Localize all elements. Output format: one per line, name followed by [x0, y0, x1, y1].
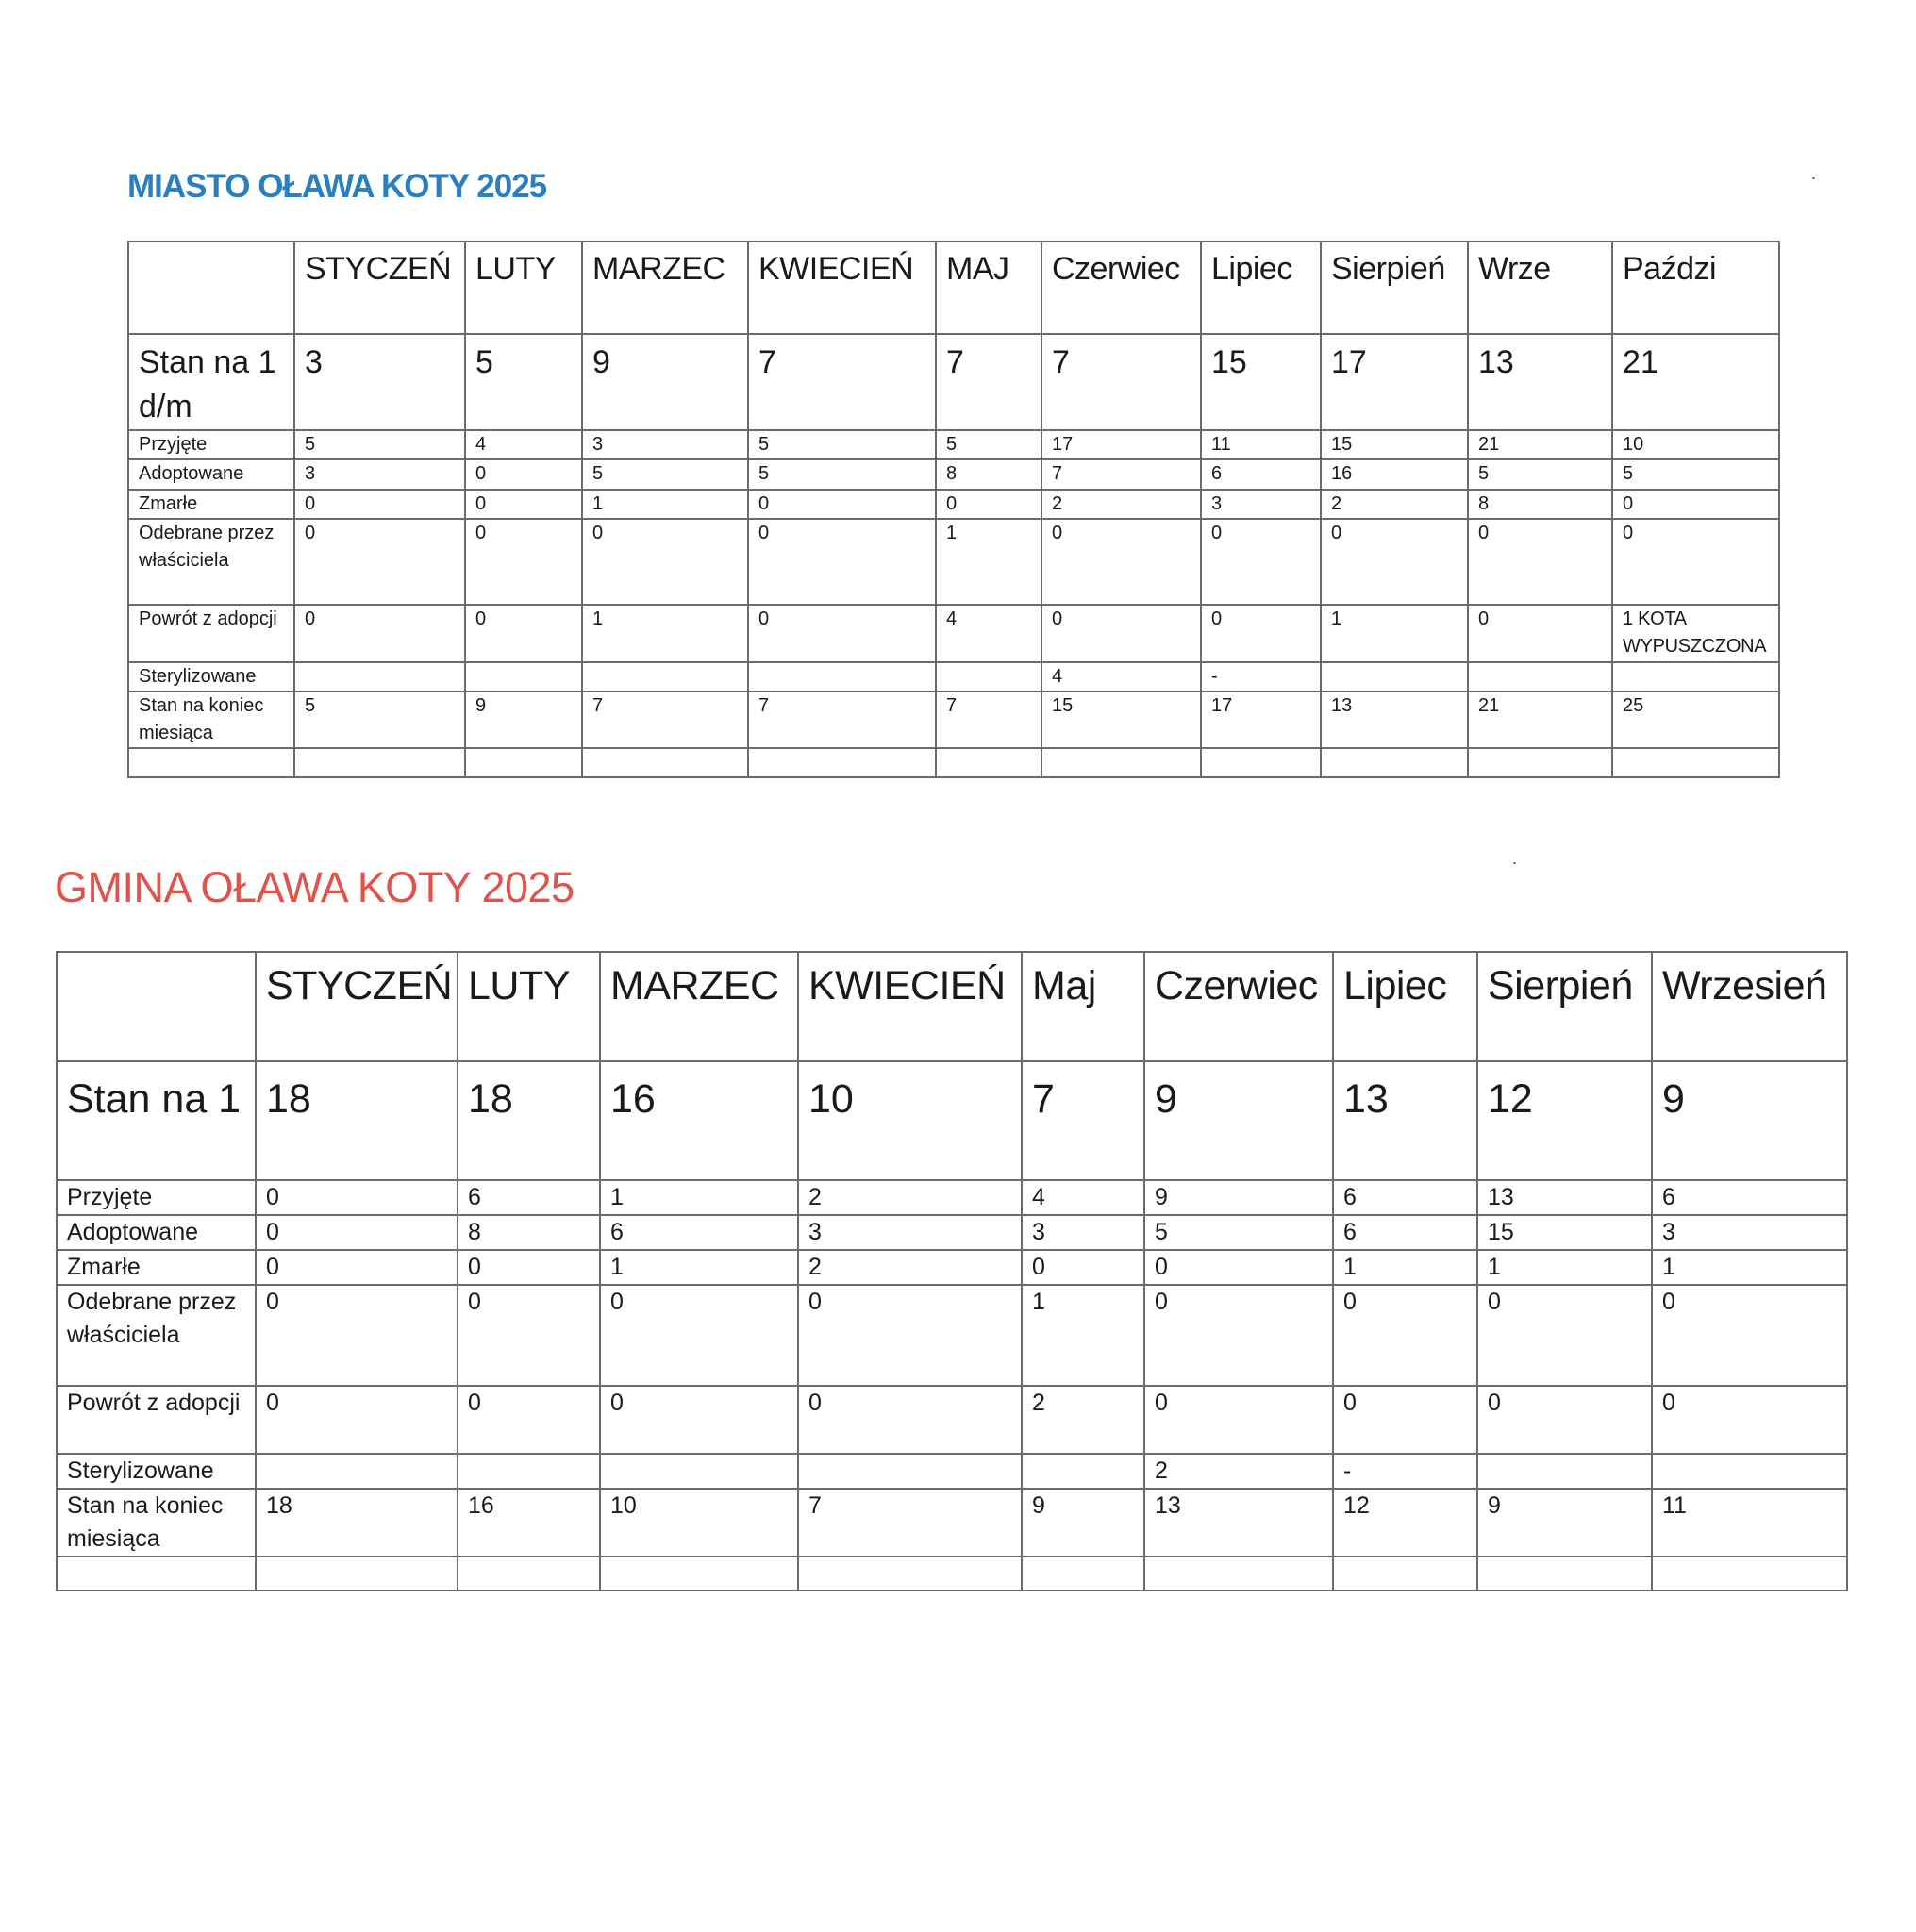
- table-row: [128, 490, 1779, 519]
- month-header: Lipiec: [1201, 242, 1321, 334]
- value-cell: 15: [1201, 334, 1321, 430]
- month-header: KWIECIEŃ: [748, 242, 936, 334]
- value-cell: 2: [1321, 490, 1468, 519]
- table-row: [57, 1215, 1847, 1250]
- value-cell: 1: [936, 519, 1041, 605]
- value-cell: [1468, 662, 1612, 691]
- value-cell: 0: [798, 1285, 1022, 1386]
- value-cell: 9: [582, 334, 748, 430]
- value-cell: 17: [1201, 691, 1321, 748]
- value-cell: 7: [936, 691, 1041, 748]
- value-cell: 15: [1041, 691, 1201, 748]
- value-cell: 9: [1144, 1061, 1333, 1180]
- value-cell: 0: [465, 605, 582, 662]
- month-header: Lipiec: [1333, 952, 1477, 1061]
- month-header: LUTY: [458, 952, 600, 1061]
- value-cell: 13: [1321, 691, 1468, 748]
- value-cell: [582, 662, 748, 691]
- value-cell: [465, 748, 582, 777]
- value-cell: 0: [465, 519, 582, 605]
- value-cell: 8: [936, 459, 1041, 490]
- row-label: Adoptowane: [57, 1215, 256, 1250]
- value-cell: 17: [1041, 430, 1201, 459]
- value-cell: [458, 1454, 600, 1489]
- value-cell: 6: [1201, 459, 1321, 490]
- scan-speck: [1513, 862, 1516, 864]
- value-cell: 0: [465, 490, 582, 519]
- value-cell: [1321, 662, 1468, 691]
- value-cell: 6: [1333, 1215, 1477, 1250]
- value-cell: 8: [458, 1215, 600, 1250]
- value-cell: 13: [1477, 1180, 1652, 1215]
- month-header: LUTY: [465, 242, 582, 334]
- value-cell: 1: [600, 1180, 798, 1215]
- value-cell: [1041, 748, 1201, 777]
- value-cell: 0: [256, 1180, 458, 1215]
- value-cell: [1477, 1454, 1652, 1489]
- value-cell: 7: [936, 334, 1041, 430]
- value-cell: [1144, 1557, 1333, 1591]
- value-cell: 5: [465, 334, 582, 430]
- row-label: Stan na koniec miesiąca: [57, 1489, 256, 1557]
- value-cell: 0: [1144, 1386, 1333, 1454]
- value-cell: 6: [1333, 1180, 1477, 1215]
- value-cell: 1: [1321, 605, 1468, 662]
- value-cell: [748, 662, 936, 691]
- value-cell: 4: [1022, 1180, 1144, 1215]
- row-label: Przyjęte: [57, 1180, 256, 1215]
- value-cell: [1477, 1557, 1652, 1591]
- value-cell: [1321, 748, 1468, 777]
- value-cell: 13: [1144, 1489, 1333, 1557]
- value-cell: 0: [1041, 605, 1201, 662]
- table-row: [128, 334, 1779, 430]
- value-cell: -: [1201, 662, 1321, 691]
- value-cell: 0: [256, 1215, 458, 1250]
- month-header: STYCZEŃ: [294, 242, 465, 334]
- value-cell: 21: [1612, 334, 1779, 430]
- value-cell: 0: [1041, 519, 1201, 605]
- value-cell: [936, 662, 1041, 691]
- row-label: [57, 1557, 256, 1591]
- month-header: Czerwiec: [1144, 952, 1333, 1061]
- value-cell: 1: [1333, 1250, 1477, 1285]
- value-cell: 3: [1652, 1215, 1847, 1250]
- value-cell: 5: [294, 691, 465, 748]
- row-label: Sterylizowane: [128, 662, 294, 691]
- value-cell: 0: [1652, 1386, 1847, 1454]
- month-header: Maj: [1022, 952, 1144, 1061]
- value-cell: 0: [1333, 1285, 1477, 1386]
- value-cell: 3: [582, 430, 748, 459]
- value-cell: [256, 1454, 458, 1489]
- value-cell: 0: [256, 1386, 458, 1454]
- gmina-table: [56, 951, 1848, 1591]
- value-cell: 21: [1468, 691, 1612, 748]
- value-cell: 9: [1022, 1489, 1144, 1557]
- miasto-table: [127, 241, 1780, 778]
- value-cell: 7: [798, 1489, 1022, 1557]
- value-cell: 0: [294, 490, 465, 519]
- value-cell: 0: [600, 1285, 798, 1386]
- value-cell: 5: [1144, 1215, 1333, 1250]
- value-cell: [1612, 748, 1779, 777]
- value-cell: 4: [1041, 662, 1201, 691]
- header-row: [57, 952, 1847, 1061]
- value-cell: 0: [294, 519, 465, 605]
- value-cell: 7: [1041, 334, 1201, 430]
- value-cell: [600, 1454, 798, 1489]
- value-cell: 3: [1022, 1215, 1144, 1250]
- value-cell: 5: [1612, 459, 1779, 490]
- value-cell: 5: [294, 430, 465, 459]
- value-cell: [1022, 1454, 1144, 1489]
- row-label: Stan na koniec miesiąca: [128, 691, 294, 748]
- value-cell: 5: [582, 459, 748, 490]
- value-cell: 9: [465, 691, 582, 748]
- value-cell: 0: [1144, 1285, 1333, 1386]
- month-header: KWIECIEŃ: [798, 952, 1022, 1061]
- corner-cell: [128, 242, 294, 334]
- month-header: Wrzesień: [1652, 952, 1847, 1061]
- value-cell: 2: [798, 1250, 1022, 1285]
- table-row: [57, 1557, 1847, 1591]
- row-label: [128, 748, 294, 777]
- value-cell: 0: [256, 1250, 458, 1285]
- month-header: Czerwiec: [1041, 242, 1201, 334]
- value-cell: 13: [1333, 1061, 1477, 1180]
- value-cell: 6: [1652, 1180, 1847, 1215]
- value-cell: 5: [748, 459, 936, 490]
- table-row: [57, 1285, 1847, 1386]
- value-cell: 0: [748, 490, 936, 519]
- table-row: [128, 748, 1779, 777]
- value-cell: 0: [294, 605, 465, 662]
- value-cell: 3: [798, 1215, 1022, 1250]
- row-label: Sterylizowane: [57, 1454, 256, 1489]
- row-label: Powrót z adopcji: [57, 1386, 256, 1454]
- value-cell: 1: [1022, 1285, 1144, 1386]
- table-row: [128, 662, 1779, 691]
- value-cell: 8: [1468, 490, 1612, 519]
- month-header: MAJ: [936, 242, 1041, 334]
- value-cell: 6: [600, 1215, 798, 1250]
- value-cell: [294, 662, 465, 691]
- value-cell: 16: [1321, 459, 1468, 490]
- table-row: [57, 1386, 1847, 1454]
- row-label: Stan na 1: [57, 1061, 256, 1180]
- value-cell: [1652, 1454, 1847, 1489]
- table-row: [57, 1454, 1847, 1489]
- value-cell: 7: [1022, 1061, 1144, 1180]
- value-cell: 1: [1652, 1250, 1847, 1285]
- row-label: Powrót z adopcji: [128, 605, 294, 662]
- row-label: Odebrane przez właściciela: [57, 1285, 256, 1386]
- value-cell: 17: [1321, 334, 1468, 430]
- value-cell: [748, 748, 936, 777]
- value-cell: 2: [1041, 490, 1201, 519]
- value-cell: 0: [1321, 519, 1468, 605]
- value-cell: [798, 1557, 1022, 1591]
- value-cell: 0: [1468, 605, 1612, 662]
- table-row: [57, 1061, 1847, 1180]
- table-row: [128, 605, 1779, 662]
- value-cell: [294, 748, 465, 777]
- value-cell: [465, 662, 582, 691]
- value-cell: [936, 748, 1041, 777]
- value-cell: 0: [1612, 519, 1779, 605]
- value-cell: 0: [1144, 1250, 1333, 1285]
- row-label: Przyjęte: [128, 430, 294, 459]
- value-cell: 21: [1468, 430, 1612, 459]
- month-header: Sierpień: [1321, 242, 1468, 334]
- scan-speck: [1812, 177, 1815, 179]
- value-cell: 0: [582, 519, 748, 605]
- value-cell: 0: [798, 1386, 1022, 1454]
- value-cell: [600, 1557, 798, 1591]
- value-cell: 7: [1041, 459, 1201, 490]
- gmina-title: GMINA OŁAWA KOTY 2025: [55, 863, 575, 911]
- value-cell: 15: [1477, 1215, 1652, 1250]
- row-label: Odebrane przez właściciela: [128, 519, 294, 605]
- value-cell: 10: [798, 1061, 1022, 1180]
- value-cell: 1: [1477, 1250, 1652, 1285]
- table-row: [128, 430, 1779, 459]
- month-header: MARZEC: [582, 242, 748, 334]
- value-cell: 25: [1612, 691, 1779, 748]
- row-label: Zmarłe: [57, 1250, 256, 1285]
- value-cell: [1612, 662, 1779, 691]
- table-row: [128, 691, 1779, 748]
- value-cell: 1: [582, 605, 748, 662]
- value-cell: 10: [600, 1489, 798, 1557]
- value-cell: 0: [748, 519, 936, 605]
- value-cell: 2: [1022, 1386, 1144, 1454]
- value-cell: 0: [936, 490, 1041, 519]
- value-cell: 0: [1477, 1285, 1652, 1386]
- value-cell: 13: [1468, 334, 1612, 430]
- value-cell: [1022, 1557, 1144, 1591]
- value-cell: 4: [465, 430, 582, 459]
- value-cell: 10: [1612, 430, 1779, 459]
- month-header: MARZEC: [600, 952, 798, 1061]
- value-cell: 5: [748, 430, 936, 459]
- table-row: [128, 519, 1779, 605]
- table-row: [57, 1250, 1847, 1285]
- value-cell: 0: [465, 459, 582, 490]
- value-cell: [1333, 1557, 1477, 1591]
- value-cell: 7: [748, 334, 936, 430]
- row-label: Stan na 1 d/m: [128, 334, 294, 430]
- value-cell: 0: [1201, 605, 1321, 662]
- value-cell: 15: [1321, 430, 1468, 459]
- value-cell: [1468, 748, 1612, 777]
- value-cell: 12: [1333, 1489, 1477, 1557]
- value-cell: 0: [1022, 1250, 1144, 1285]
- value-cell: -: [1333, 1454, 1477, 1489]
- value-cell: 3: [294, 334, 465, 430]
- value-cell: 0: [1477, 1386, 1652, 1454]
- value-cell: [256, 1557, 458, 1591]
- month-header: Wrze: [1468, 242, 1612, 334]
- value-cell: 0: [1652, 1285, 1847, 1386]
- value-cell: [1652, 1557, 1847, 1591]
- value-cell: 2: [798, 1180, 1022, 1215]
- value-cell: 9: [1652, 1061, 1847, 1180]
- value-cell: 4: [936, 605, 1041, 662]
- value-cell: 0: [256, 1285, 458, 1386]
- value-cell: 1: [600, 1250, 798, 1285]
- value-cell: 0: [748, 605, 936, 662]
- value-cell: 18: [458, 1061, 600, 1180]
- value-cell: 16: [600, 1061, 798, 1180]
- value-cell: 18: [256, 1061, 458, 1180]
- value-cell: 0: [1612, 490, 1779, 519]
- row-label: Adoptowane: [128, 459, 294, 490]
- value-cell: 7: [582, 691, 748, 748]
- value-cell: 0: [458, 1250, 600, 1285]
- value-cell: 11: [1652, 1489, 1847, 1557]
- value-cell: 7: [748, 691, 936, 748]
- table-row: [57, 1180, 1847, 1215]
- value-cell: 3: [294, 459, 465, 490]
- value-cell: 0: [458, 1285, 600, 1386]
- month-header: Sierpień: [1477, 952, 1652, 1061]
- value-cell: [582, 748, 748, 777]
- value-cell: 18: [256, 1489, 458, 1557]
- table-row: [57, 1489, 1847, 1557]
- value-cell: 0: [1468, 519, 1612, 605]
- value-cell: 9: [1477, 1489, 1652, 1557]
- value-cell: 0: [600, 1386, 798, 1454]
- miasto-title: MIASTO OŁAWA KOTY 2025: [127, 168, 547, 205]
- value-cell: 6: [458, 1180, 600, 1215]
- value-cell: 3: [1201, 490, 1321, 519]
- value-cell: 0: [1201, 519, 1321, 605]
- corner-cell: [57, 952, 256, 1061]
- value-cell: 9: [1144, 1180, 1333, 1215]
- value-cell: 1: [582, 490, 748, 519]
- value-cell: 12: [1477, 1061, 1652, 1180]
- value-cell: 1 KOTA WYPUSZCZONA: [1612, 605, 1779, 662]
- month-header: Paździ: [1612, 242, 1779, 334]
- row-label: Zmarłe: [128, 490, 294, 519]
- value-cell: 5: [936, 430, 1041, 459]
- value-cell: [798, 1454, 1022, 1489]
- value-cell: 2: [1144, 1454, 1333, 1489]
- month-header: STYCZEŃ: [256, 952, 458, 1061]
- value-cell: 11: [1201, 430, 1321, 459]
- value-cell: [1201, 748, 1321, 777]
- value-cell: 0: [1333, 1386, 1477, 1454]
- table-row: [128, 459, 1779, 490]
- header-row: [128, 242, 1779, 334]
- value-cell: 16: [458, 1489, 600, 1557]
- value-cell: 0: [458, 1386, 600, 1454]
- value-cell: [458, 1557, 600, 1591]
- value-cell: 5: [1468, 459, 1612, 490]
